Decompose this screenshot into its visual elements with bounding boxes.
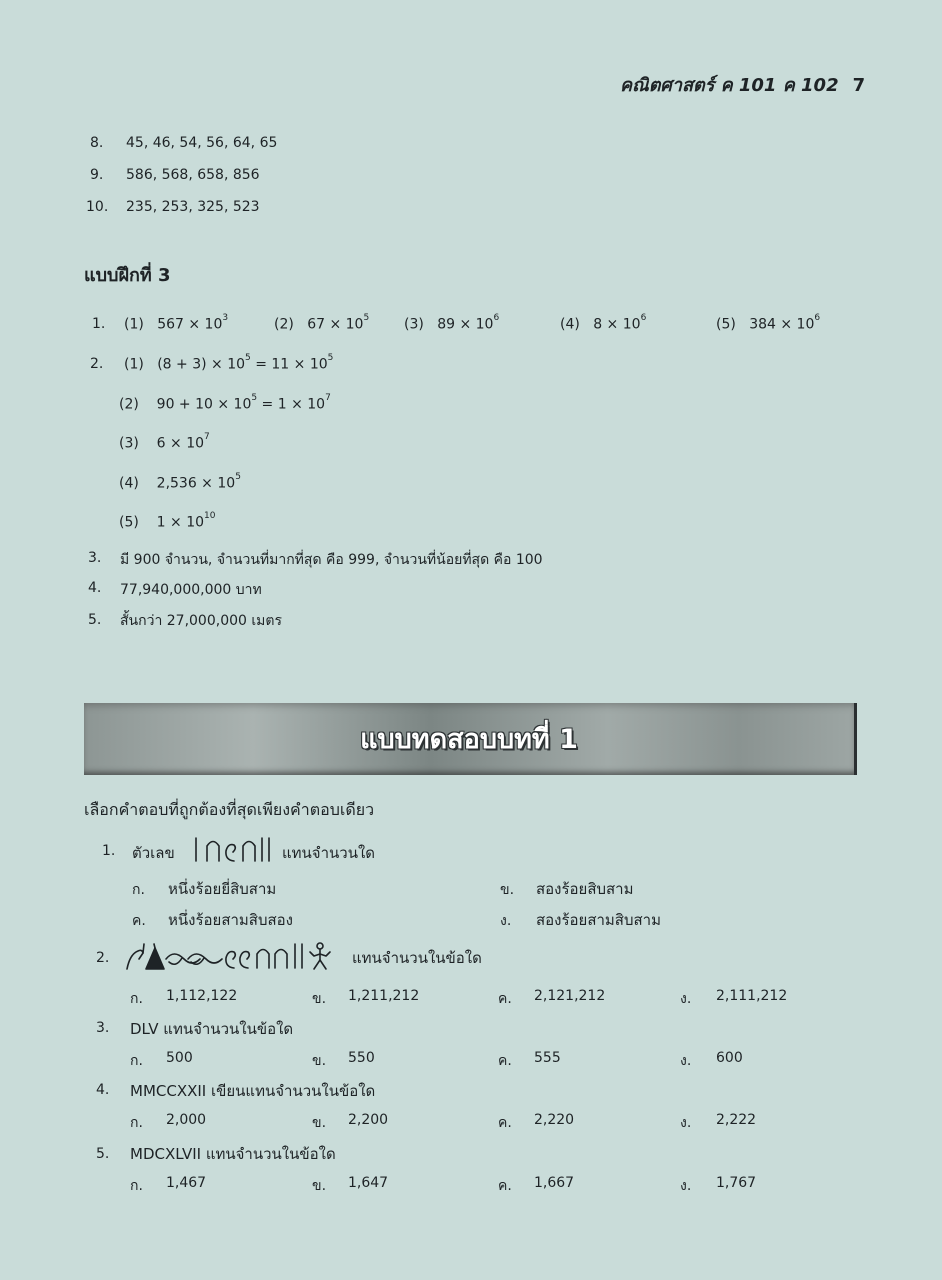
choice-label: ข. <box>312 1178 327 1194</box>
q1-item-5: (5) $384 \times 10^6$ <box>716 313 821 333</box>
choice-text: 555 <box>534 1050 561 1066</box>
choice-label: ก. <box>132 882 145 898</box>
choice-text: หนึ่งร้อยยี่สิบสาม <box>168 880 277 898</box>
choice-label: ง. <box>680 1178 692 1194</box>
question-number: 5. <box>88 612 102 628</box>
q1-item-1: (1) $567 \times 10^3$ <box>124 313 229 333</box>
choice-label: ก. <box>130 1178 143 1194</box>
choice-text: 1,211,212 <box>348 988 420 1004</box>
choice-text: 2,220 <box>534 1112 575 1128</box>
question-prefix: ตัวเลข <box>132 844 175 862</box>
question-number: 2. <box>96 950 110 966</box>
choice-text: 550 <box>348 1050 375 1066</box>
q2-item-2: (2) $90 + 10 \times 10^5 = 1 \times 10^7$ <box>119 393 331 413</box>
question-suffix: แทนจำนวนในข้อใด <box>352 949 482 967</box>
choice-text: 2,222 <box>716 1112 757 1128</box>
question-text: MMCCXXII เขียนแทนจำนวนในข้อใด <box>130 1082 376 1100</box>
egyptian-numeral-large-icon <box>124 938 344 972</box>
banner-title: แบบทดสอบบทที่ 1 <box>360 724 578 755</box>
q1-item-2: (2) $67 \times 10^5$ <box>274 313 370 333</box>
choice-label: ง. <box>680 1053 692 1069</box>
question-number: 1. <box>102 843 116 859</box>
q1-item-4: (4) $8 \times 10^6$ <box>560 313 647 333</box>
choice-label: ข. <box>312 991 327 1007</box>
choice-text: สองร้อยสิบสาม <box>536 880 634 898</box>
choice-label: ค. <box>498 1053 512 1069</box>
q2-item-5: (5) $1 \times 10^{10}$ <box>119 511 216 531</box>
question-text: MDCXLVII แทนจำนวนในข้อใด <box>130 1145 336 1163</box>
q2-item-3: (3) $6 \times 10^7$ <box>119 432 210 452</box>
choice-text: หนึ่งร้อยสามสิบสอง <box>168 911 293 929</box>
choice-text: 1,767 <box>716 1175 757 1191</box>
choice-text: 1,667 <box>534 1175 575 1191</box>
subject-title: คณิตศาสตร์ ค 101 ค 102 <box>620 75 839 96</box>
page-header <box>620 70 865 99</box>
choice-text: 2,111,212 <box>716 988 788 1004</box>
choice-label: ข. <box>312 1115 327 1131</box>
choice-label: ก. <box>130 1053 143 1069</box>
choice-label: ค. <box>132 913 146 929</box>
choice-label: ง. <box>500 913 512 929</box>
choice-text: 2,121,212 <box>534 988 606 1004</box>
choice-label: ข. <box>312 1053 327 1069</box>
choice-label: ก. <box>130 991 143 1007</box>
q4-answer: 77,940,000,000 บาท <box>120 582 262 598</box>
q1-item-3: (3) $89 \times 10^6$ <box>404 313 500 333</box>
choice-text: 1,467 <box>166 1175 207 1191</box>
choice-text: 2,200 <box>348 1112 389 1128</box>
q2-item-1: (1) $(8 + 3) \times 10^5 = 11 \times 10^5$ <box>124 353 334 373</box>
choice-text: 2,000 <box>166 1112 207 1128</box>
question-number: 4. <box>96 1082 110 1098</box>
choice-text: 500 <box>166 1050 193 1066</box>
q5-answer: สั้นกว่า 27,000,000 เมตร <box>120 613 282 629</box>
question-suffix: แทนจำนวนใด <box>282 844 376 862</box>
answer-row: 10. <box>86 199 109 215</box>
choice-label: ข. <box>500 882 515 898</box>
test-banner <box>84 703 857 775</box>
question-number: 3. <box>96 1020 110 1036</box>
choice-text: สองร้อยสามสิบสาม <box>536 911 661 929</box>
question-number: 2. <box>90 356 104 372</box>
choice-text: 1,647 <box>348 1175 389 1191</box>
egyptian-numeral-123-icon <box>190 834 274 864</box>
answer-text: 45, 46, 54, 56, 64, 65 <box>126 135 278 151</box>
question-number: 5. <box>96 1146 110 1162</box>
page-number: 7 <box>852 75 866 96</box>
question-number: 4. <box>88 580 102 596</box>
choice-label: ก. <box>130 1115 143 1131</box>
question-text: DLV แทนจำนวนในข้อใด <box>130 1020 294 1038</box>
question-number: 3. <box>88 550 102 566</box>
answer-row: 8. <box>90 135 104 151</box>
choice-text: 1,112,122 <box>166 988 238 1004</box>
question-number: 1. <box>92 316 106 332</box>
choice-label: ง. <box>680 991 692 1007</box>
test-instruction: เลือกคำตอบที่ถูกต้องที่สุดเพียงคำตอบเดียว <box>84 800 375 819</box>
choice-label: ค. <box>498 991 512 1007</box>
choice-label: ง. <box>680 1115 692 1131</box>
q3-answer: มี 900 จำนวน, จำนวนที่มากที่สุด คือ 999, จำนวนที่น้อยที่สุด คือ 100 <box>120 552 543 568</box>
answer-text: 235, 253, 325, 523 <box>126 199 260 215</box>
exercise-title: แบบฝึกที่ 3 <box>84 265 171 286</box>
choice-label: ค. <box>498 1178 512 1194</box>
answer-text: 586, 568, 658, 856 <box>126 167 260 183</box>
choice-text: 600 <box>716 1050 743 1066</box>
q2-item-4: (4) $2,536 \times 10^5$ <box>119 472 241 492</box>
answer-row: 9. <box>90 167 104 183</box>
choice-label: ค. <box>498 1115 512 1131</box>
